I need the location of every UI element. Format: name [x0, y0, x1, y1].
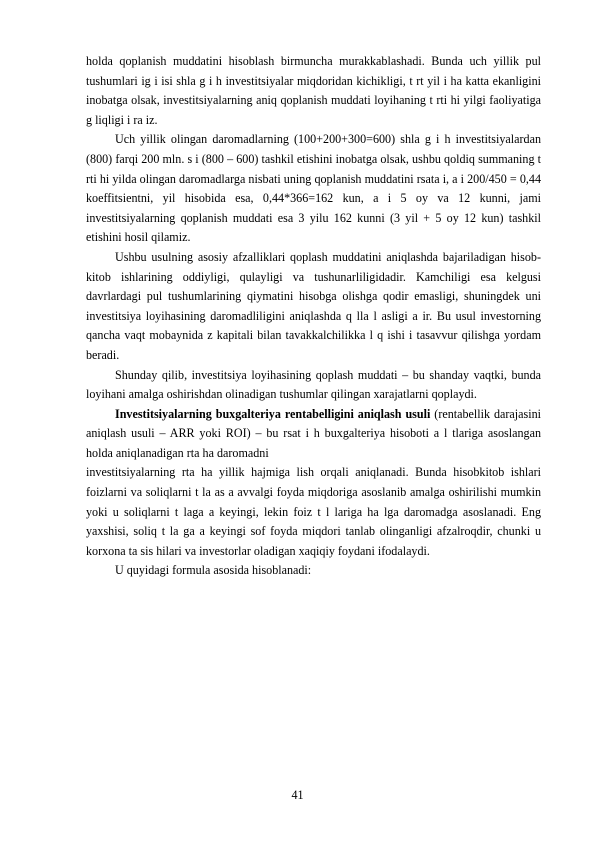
paragraph-method-pros-cons: Ushbu usulning asosiy afzalliklari qoplash muddatini aniqlashda bajariladigan hisob-kitob ishlarining oddiyligi, qulayligi va tushunarliligidadir. Kamchiligi esa kelgusi davrlardagi pul tushumlarining qiymatini hisobga olishga qodir emasligi, shuningdek uni investitsiya loyihasining daromadliligini aniqlashda q lla l asligi a ir. Bu usul investorning qancha vaqt mobaynida z kapitali bilan tavakkalchilikka l q ishi i tasavvur qilishga yordam beradi. — [86, 249, 541, 362]
paragraph-payback-definition: Shunday qilib, investitsiya loyihasining qoplash muddati – bu shanday vaqtki, bunda loyihani amalga oshirishdan olinadigan tushumlar qilingan xarajatlarni qoplaydi. — [86, 367, 541, 402]
body-text — [86, 52, 541, 581]
arr-method-description: (rentabellik darajasini aniqlash usuli – ARR yoki ROI) – bu rsat i h buxgalteriya hisoboti a l tlariga asoslangan holda aniqlanadigan rta ha daromadni — [86, 406, 541, 460]
paragraph-arr-calculation: investitsiyalarning rta ha yillik hajmiga lish orqali aniqlanadi. Bunda hisobkitob ishlari foizlarni va soliqlarni t la as a avvalgi foyda miqdoriga asoslanib amalga oshirilishi mumkin yoki u soliqlarni t laga a keyingi, lekin foiz t l lariga ha lga daromadga asoslanadi. Eng yaxshisi, soliq t la ga a keyingi sof foyda miqdori tanlab olinganligi afzalroqdir, chunki u korxona ta sis hilari va investorlar oladigan xaqiqiy foydani ifodalaydi. — [86, 465, 541, 558]
paragraph-formula-intro: U quyidagi formula asosida hisoblanadi: — [115, 563, 312, 578]
paragraph-arr-definition — [86, 405, 541, 464]
page-number: 41 — [291, 788, 304, 802]
paragraph-payback-intro: holda qoplanish muddatini hisoblash birmuncha murakkablashadi. Bunda uch yillik pul tushumlari ig i isi shla g i h investitsiyalar miqdoridan kichikligi, t rt yil i ha katta ekanligini inobatga olsak, investitsiyalarning aniq qoplanish muddati loyihaning t rti hi yilgi faoliyatiga g liqligi i ra iz. — [86, 54, 541, 127]
paragraph-payback-example: Uch yillik olingan daromadlarning (100+200+300=600) shla g i h investitsiyalardan (800) farqi 200 mln. s i (800 – 600) tashkil etishini inobatga olsak, ushbu qoldiq summaning t rti hi yilda olingan daromadlarga nisbati uning qoplanish muddatini rsata i, a i 200/450 = 0,44 koeffitsientni, yil hisobida esa, 0,44*366=162 kun, a i 5 oy va 12 kunni, jami investitsiyalarning qoplanish muddati esa 3 yilu 162 kunni (3 yil + 5 oy 12 kun) tashkil etishini hosil qilamiz. — [86, 132, 541, 245]
arr-method-heading: Investitsiyalarning buxgalteriya rentabelligini aniqlash usuli — [115, 406, 431, 421]
